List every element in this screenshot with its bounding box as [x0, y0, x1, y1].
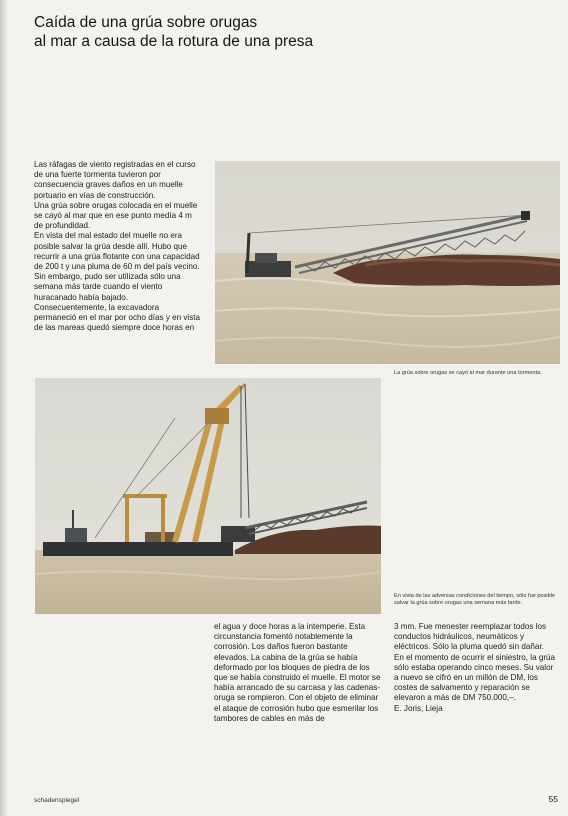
title-line-2: al mar a causa de la rotura de una presa	[34, 33, 314, 50]
column-2-paragraph: el agua y doce horas a la intemperie. Esta circunstancia fomentó notablemente la corrosión. Los daños fueron bastante elevados. La cabina de la grúa se había deformado por los bloques de piedra de los que se había construido el muelle. El motor se había arrancado de su carcasa y las cadenas-oruga se rompieron. Con el objeto de eliminar el ataque de corrosión hubo que esmerilar los tambores de cables en más de	[214, 622, 381, 723]
photo-fallen-crane	[215, 161, 560, 364]
article-column-3	[394, 622, 560, 714]
photo-floating-crane-salvage	[35, 378, 381, 614]
column-3-paragraph: 3 mm. Fue menester reemplazar todos los conductos hidráulicos, neumáticos y eléctricos. Sólo la pluma quedó sin dañar.	[394, 622, 547, 652]
article-column-1	[34, 160, 202, 333]
page-spine-shadow	[0, 0, 8, 816]
column-3-paragraph: En el momento de ocurrir el siniestro, la grúa sólo estaba operando cinco meses. Su valor a nuevo se cifró en un millón de DM, los costes de salvamento y reparación se elevaron a más de DM 750.000,–.	[394, 652, 556, 703]
column-1-paragraph: Una grúa sobre orugas colocada en el muelle se cayó al mar que en ese punto medía 4 m de profundidad.	[34, 200, 198, 231]
column-1-paragraph: Las ráfagas de viento registradas en el curso de una fuerte tormenta tuvieron por consecuencia graves daños en un muelle portuario en vías de construcción.	[34, 160, 196, 200]
photo-2-caption: En vista de las adversas condiciones del tiempo, sólo fue posible salvar la grúa sobre orugas una semana más tarde.	[394, 593, 556, 606]
footer-page-number: 55	[548, 794, 558, 804]
article-column-2	[214, 622, 382, 724]
footer-publication-name: schadenspiegel	[34, 797, 80, 804]
title-line-1: Caída de una grúa sobre orugas	[34, 14, 258, 31]
article-author: E. Joris, Lieja	[394, 703, 443, 713]
article-title	[34, 13, 534, 51]
column-1-paragraph: En vista del mal estado del muelle no era posible salvar la grúa desde allí. Hubo que recurrir a una grúa flotante con una capacidad de 200 t y una pluma de 60 m del país vecino. Sin embargo, pudo ser utilizada sólo una semana más tarde cuando el viento huracanado había bajado. Consecuentemente, la excavadora permaneció en el mar por ocho días y en vista de las mareas quedó siempre doce horas en	[34, 231, 201, 333]
photo-1-caption: La grúa sobre orugas se cayó al mar durante una tormenta.	[394, 370, 542, 376]
